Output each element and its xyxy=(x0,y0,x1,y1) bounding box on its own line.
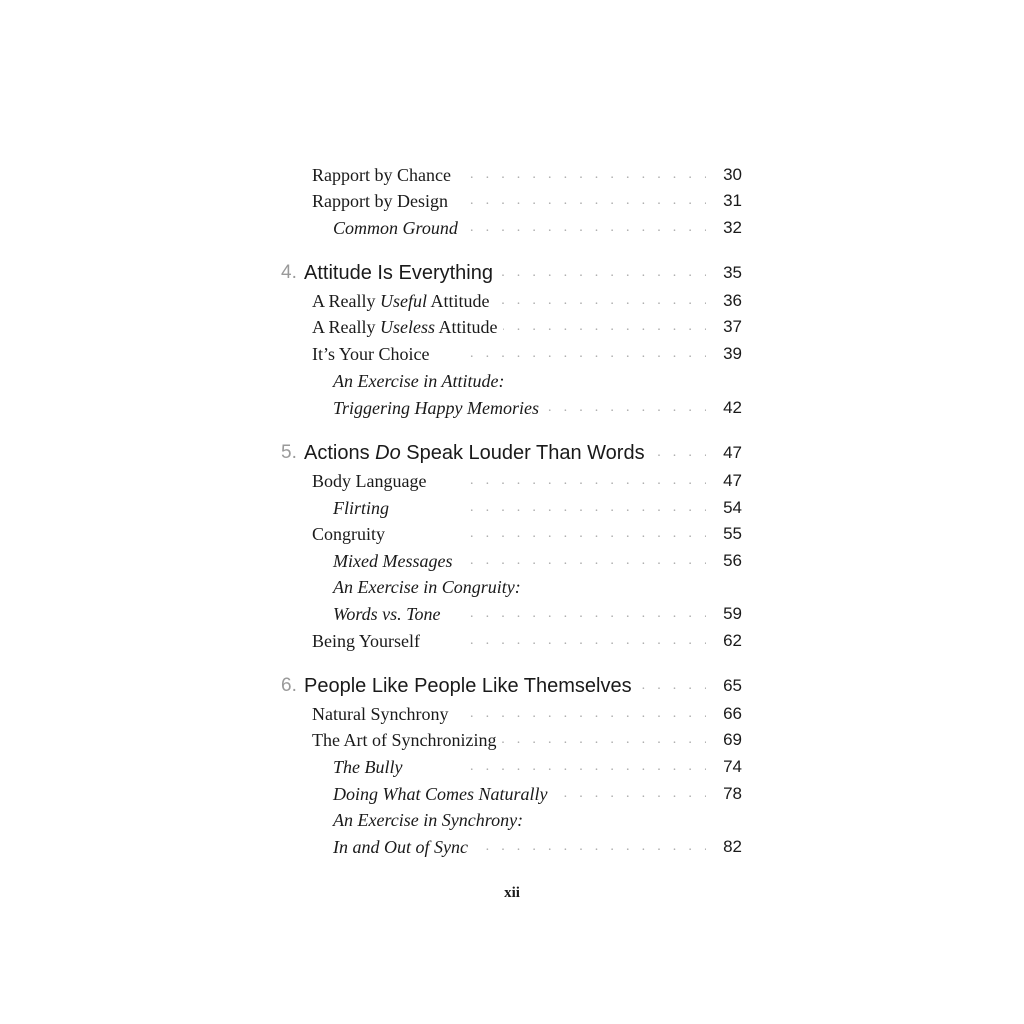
toc-entry xyxy=(0,215,1024,241)
toc-chapter-entry xyxy=(0,260,1024,286)
chapter-title: Attitude Is Everything xyxy=(304,260,498,286)
toc-entry-title: The Art of Synchronizing xyxy=(312,727,501,753)
dot-leader xyxy=(470,215,706,241)
toc-entry-title: Mixed Messages xyxy=(333,548,457,574)
toc-entry-title: Words vs. Tone xyxy=(333,601,446,627)
dot-leader xyxy=(470,260,706,286)
dot-leader xyxy=(470,314,706,340)
toc-entry-title: Triggering Happy Memories xyxy=(333,395,544,421)
toc-entry-page: 82 xyxy=(723,837,742,856)
dot-leader xyxy=(470,601,706,627)
toc-entry-page: 36 xyxy=(723,291,742,310)
toc-entry xyxy=(0,288,1024,314)
page-folio: xii xyxy=(504,885,520,901)
toc-entry-page: 31 xyxy=(723,191,742,210)
toc-entry-title: Congruity xyxy=(312,521,390,547)
toc-entry-page: 32 xyxy=(723,218,742,237)
toc-entry xyxy=(0,468,1024,494)
toc-entry-title: A Really Useful Attitude xyxy=(312,288,495,314)
toc-entry-page: 39 xyxy=(723,344,742,363)
toc-entry xyxy=(0,314,1024,340)
dot-leader xyxy=(470,727,706,753)
toc-entry xyxy=(0,628,1024,654)
toc-entry-page: 78 xyxy=(723,784,742,803)
toc-entry xyxy=(0,834,1024,860)
chapter-number: 4. xyxy=(281,262,297,283)
toc-entry-page: 74 xyxy=(723,757,742,776)
toc-entry-title: Doing What Comes Naturally xyxy=(333,781,553,807)
toc-entry xyxy=(0,727,1024,753)
toc-entry-title: Natural Synchrony xyxy=(312,701,453,727)
toc-entry-page: 56 xyxy=(723,551,742,570)
toc-entry-title: Common Ground xyxy=(333,215,463,241)
toc-entry-page: 54 xyxy=(723,498,742,517)
toc-entry-page: 65 xyxy=(723,676,742,695)
toc-chapter-entry xyxy=(0,673,1024,699)
toc-entry-page: 47 xyxy=(723,471,742,490)
toc-entry-page: 62 xyxy=(723,631,742,650)
toc-entry-title: Rapport by Design xyxy=(312,188,453,214)
dot-leader xyxy=(470,701,706,727)
chapter-title: People Like People Like Themselves xyxy=(304,673,637,699)
toc-entry xyxy=(0,341,1024,367)
dot-leader xyxy=(470,628,706,654)
toc-entry-title: An Exercise in Congruity: xyxy=(333,574,526,600)
dot-leader xyxy=(470,548,706,574)
toc-entry xyxy=(0,754,1024,780)
dot-leader xyxy=(470,468,706,494)
toc-entry-title: Being Yourself xyxy=(312,628,425,654)
toc-entry xyxy=(0,395,1024,421)
toc-entry xyxy=(0,188,1024,214)
toc-chapter-entry xyxy=(0,440,1024,466)
toc-entry-title: An Exercise in Attitude: xyxy=(333,368,509,394)
dot-leader xyxy=(470,754,706,780)
toc-entry xyxy=(0,548,1024,574)
toc-entry xyxy=(0,601,1024,627)
toc-entry-title: It’s Your Choice xyxy=(312,341,435,367)
toc-entry xyxy=(0,521,1024,547)
toc-entry-title: An Exercise in Synchrony: xyxy=(333,807,528,833)
dot-leader xyxy=(470,188,706,214)
toc-entry-title: A Really Useless Attitude xyxy=(312,314,503,340)
dot-leader xyxy=(470,521,706,547)
toc-entry xyxy=(0,807,1024,833)
toc-entry xyxy=(0,701,1024,727)
toc-entry xyxy=(0,162,1024,188)
toc-entry xyxy=(0,495,1024,521)
toc-entry xyxy=(0,574,1024,600)
toc-entry-page: 47 xyxy=(723,443,742,462)
chapter-number: 6. xyxy=(281,675,297,696)
toc-entry-page: 69 xyxy=(723,730,742,749)
chapter-title: Actions Do Speak Louder Than Words xyxy=(304,440,650,466)
toc-entry-page: 66 xyxy=(723,704,742,723)
toc-entry-title: Rapport by Chance xyxy=(312,162,456,188)
chapter-number: 5. xyxy=(281,442,297,463)
toc-entry xyxy=(0,781,1024,807)
toc-entry-title: Flirting xyxy=(333,495,394,521)
toc-entry-page: 55 xyxy=(723,524,742,543)
toc-entry-page: 30 xyxy=(723,165,742,184)
dot-leader xyxy=(470,341,706,367)
toc-entry-page: 37 xyxy=(723,317,742,336)
dot-leader xyxy=(470,834,706,860)
toc-entry-page: 42 xyxy=(723,398,742,417)
toc-entry-page: 59 xyxy=(723,604,742,623)
toc-entry-title: In and Out of Sync xyxy=(333,834,473,860)
dot-leader xyxy=(470,288,706,314)
toc-entry xyxy=(0,368,1024,394)
dot-leader xyxy=(470,162,706,188)
toc-entry-page: 35 xyxy=(723,263,742,282)
toc-entry-title: The Bully xyxy=(333,754,408,780)
toc-entry-title: Body Language xyxy=(312,468,431,494)
dot-leader xyxy=(470,495,706,521)
